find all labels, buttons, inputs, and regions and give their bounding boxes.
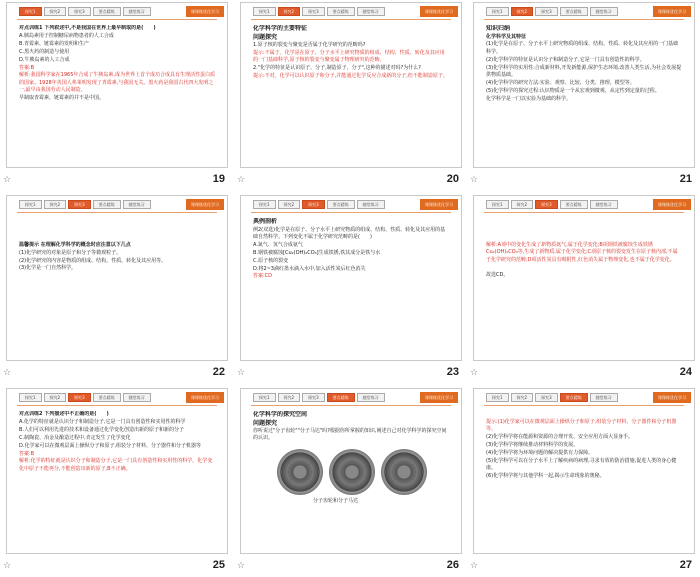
slide-canvas (6, 2, 228, 168)
slide-text-line: (4)化学科学将为环境问题的解决提供有力保障。 (486, 450, 594, 457)
slide-tab: 要点精练 (560, 7, 588, 16)
transition-icon[interactable]: ☆ (3, 175, 12, 185)
slide-thumbnail[interactable] (467, 193, 700, 385)
brand-label: 课课练优化学习 (420, 6, 458, 17)
slide-tab: 探究2 (278, 7, 301, 16)
slide-text-line: (4)化学科学的研究方法:实验、观察、比较、分类、推理、模型等。 (486, 79, 635, 86)
transition-icon[interactable]: ☆ (470, 561, 479, 571)
slide-text-line: 故选CD。 (486, 272, 509, 279)
divider (17, 405, 217, 406)
slide-text-line (486, 264, 682, 271)
gear-icon (381, 449, 427, 495)
slide-number: 21 (679, 173, 692, 185)
slide-tab: 探究1 (19, 393, 42, 402)
slide-tab: 探究3 (535, 7, 558, 16)
brand-label: 课课练优化学习 (186, 392, 224, 403)
slide-tab: 探究3 (535, 200, 558, 209)
slide-tab: 要点精练 (93, 7, 121, 16)
gear-image (277, 449, 449, 495)
slide-tab: 随堂练习 (123, 393, 151, 402)
divider (17, 19, 217, 20)
slide-tab: 要点精练 (560, 393, 588, 402)
slide-text-line: 对点训练2 下列描述中不正确的是( ) (19, 411, 109, 417)
slide-footer (467, 170, 700, 190)
slide-tab-bar (19, 200, 151, 210)
transition-icon[interactable]: ☆ (3, 368, 12, 378)
slide-text-line: 对点训练1 下列叙述中,不是我国在世界上最早制取的是( ) (19, 25, 156, 31)
slide-text-line: (2)化学科学的特征是认识分子和制造分子,它是一门具有创造性的科学。 (486, 56, 645, 63)
slide-tab-bar (253, 200, 385, 210)
slide-tab: 随堂练习 (357, 393, 385, 402)
slide-footer (234, 363, 467, 383)
slide-text-line: 你听说过"分子齿轮""分子马达"吗?根据你所掌握的知识,阐述自己对化学科学的探究空间的认识。 (253, 428, 447, 442)
brand-label: 课课练优化学习 (653, 392, 691, 403)
slide-text-line: 温馨提示 在理解化学科学的概念时应注意以下几点 (19, 241, 131, 248)
slide-canvas (240, 2, 462, 168)
brand-label: 课课练优化学习 (653, 6, 691, 17)
slide-text-line (19, 226, 215, 233)
slide-heading: 化学科学的主要特征 (253, 25, 308, 32)
slide-text-line: A.化学的特征就是认识分子和制造分子,它是一门具有创造性和实用性的科学 (19, 418, 186, 425)
slide-text-line: 化学科学是一门以实验为基础的科学。 (486, 95, 572, 102)
slide-thumbnail[interactable] (467, 0, 700, 192)
slide-thumbnail[interactable] (0, 386, 233, 577)
slide-tab: 探究1 (486, 393, 509, 402)
slide-number: 23 (446, 366, 459, 378)
slide-text-line (19, 234, 215, 241)
slide-tab-bar (486, 393, 618, 403)
slide-tab: 随堂练习 (357, 7, 385, 16)
slide-tab: 随堂练习 (123, 7, 151, 16)
slide-heading: 问题探究 (253, 33, 278, 41)
slide-tab: 探究1 (486, 200, 509, 209)
slide-tab: 探究3 (68, 393, 91, 402)
transition-icon[interactable]: ☆ (3, 561, 12, 571)
slide-text-line: (2)化学科学将在能源和资源的合理开发、安全应用方面大显身手。 (486, 434, 634, 441)
slide-tab: 探究3 (68, 200, 91, 209)
slide-canvas (240, 388, 462, 554)
slide-number: 20 (446, 173, 459, 185)
slide-tab: 随堂练习 (123, 200, 151, 209)
slide-tab: 探究1 (19, 200, 42, 209)
slide-content (19, 25, 215, 161)
slide-tab: 探究3 (302, 7, 325, 16)
divider (251, 212, 451, 213)
slide-content (253, 25, 449, 161)
slide-content (19, 411, 215, 547)
slide-footer (467, 363, 700, 383)
slide-content (486, 411, 682, 547)
slide-text-line: 解析:化学的特征就是认识分子和制造分子,它是一门具有创造性和实用性的科学。化学变化中原子不能再分,不能创造出新的原子,B不正确。 (19, 458, 213, 472)
divider (17, 212, 217, 213)
slide-thumbnail[interactable] (234, 193, 467, 385)
divider (251, 19, 451, 20)
slide-text-line: 答案:B (19, 450, 35, 457)
slide-heading: 问题探究 (253, 419, 278, 427)
slide-number: 27 (679, 559, 692, 571)
slide-text-line: 解析:我国科学家在1965年合成了牛胰岛素,成为世界上首个成功合成具有生理活性蛋白质的国家。1928年英国人弗莱明发现了青霉素,与我国无关。黑火药是我国古代四大发明之一,最早由我国劳动人民制造。 (19, 72, 215, 94)
slide-tab: 探究3 (302, 200, 325, 209)
slide-number: 19 (212, 173, 225, 185)
brand-label: 课课练优化学习 (653, 199, 691, 210)
slide-text-line (486, 218, 682, 225)
slide-tab: 探究2 (511, 7, 534, 16)
slide-tab: 探究2 (511, 200, 534, 209)
slide-tab: 探究1 (253, 7, 276, 16)
slide-text-line: C.制陶瓷、冶金及酿造过程中,肯定发生了化学变化 (19, 434, 131, 441)
slide-tab: 探究2 (278, 393, 301, 402)
slide-footer (234, 556, 467, 576)
slide-text-line: B.青霉素、链霉素的发明和生产 (19, 40, 90, 47)
slide-text-line: C.黑火药的制造与使用 (19, 48, 70, 55)
slide-tab: 探究2 (278, 200, 301, 209)
slide-text-line: 例2(双选)化学是在原子、分子水平上研究物质的组成、结构、性质、转化及其应用的基础自然科学。下列变化不属于化学研究范畴的是( ) (253, 226, 446, 240)
slide-footer (467, 556, 700, 576)
slide-text-line: D.牛胰岛素的人工合成 (19, 56, 70, 63)
slide-text-line (486, 226, 682, 233)
slide-tab: 随堂练习 (357, 200, 385, 209)
transition-icon[interactable]: ☆ (237, 175, 246, 185)
slide-tab-bar (253, 7, 385, 17)
slide-text-line: 提示:(1)化学家可以在微观层面上操纵分子和原子,组装分子材料、分子器件和分子机器等。 (486, 418, 677, 433)
slide-content (486, 25, 682, 161)
slide-text-line: (5)化学科学可以在分子水平上了解疾病的病理,寻求有效的防治措施,促进人类的身心健康。 (486, 457, 677, 472)
slide-text-line: (5)化学科学的探究过程:认识物质是一个从宏观到微观、从定性到定量的过程。 (486, 87, 660, 94)
slide-text-line: A.氮气、氢气合成氨气 (253, 241, 303, 248)
slide-footer (0, 363, 233, 383)
brand-label: 课课练优化学习 (186, 6, 224, 17)
slide-thumbnail[interactable] (0, 0, 233, 192)
slide-tab: 探究3 (302, 393, 325, 402)
slide-tab: 探究3 (535, 393, 558, 402)
divider (484, 212, 684, 213)
slide-text-line: D.将2~3滴红墨水滴入水中,加入活性炭后红色消失 (253, 265, 366, 272)
slide-tab: 探究2 (44, 7, 67, 16)
slide-text-line: (3)化学科学的实用性:合成新材料,开发新能源,保护生态环境,改善人类生活,为社会发展提供物质基础。 (486, 64, 682, 79)
brand-label: 课课练优化学习 (420, 392, 458, 403)
slide-tab: 探究1 (253, 200, 276, 209)
slide-thumbnail[interactable] (467, 386, 700, 577)
slide-canvas (240, 195, 462, 361)
slide-text-line: 早制取青霉素、链霉素的并不是中国。 (19, 95, 105, 102)
slide-text-line: 提示:不对。化学可以认识原子和分子,并能通过化学反应合成新的分子,但不能制造原子。 (253, 73, 448, 80)
slide-tab: 要点精练 (560, 200, 588, 209)
slide-number: 25 (212, 559, 225, 571)
slide-text-line: 提示:不属于。化学是在原子、分子水平上研究物质的组成、结构、性质、转化及其应用的一门基础科学,原子核的裂变与聚变属于物理研究的范畴。 (253, 49, 445, 64)
divider (484, 405, 684, 406)
slide-tab-bar (486, 7, 618, 17)
slide-tab: 要点精练 (327, 7, 355, 16)
slide-tab: 探究3 (68, 7, 91, 16)
slide-canvas (473, 195, 695, 361)
slide-text-line: D.化学家可以在微观层面上操纵分子和原子,组装分子材料、分子器件和分子机器等 (19, 442, 202, 449)
slide-heading: 化学科学的探究空间 (253, 411, 308, 418)
slide-tab-bar (253, 393, 385, 403)
slide-tab: 随堂练习 (590, 200, 618, 209)
slide-tab: 随堂练习 (590, 7, 618, 16)
slide-canvas (473, 388, 695, 554)
gear-icon (277, 449, 323, 495)
slide-thumbnail[interactable] (0, 193, 233, 385)
slide-text-line: 答案:CD (253, 273, 273, 280)
brand-label: 课课练优化学习 (420, 199, 458, 210)
slide-text-line: 1.原子核的裂变与聚变是否属于化学研究的范畴吗? (253, 42, 366, 48)
slide-tab: 探究2 (511, 393, 534, 402)
slide-text-line: (3)化学是一门自然科学。 (19, 265, 77, 272)
slide-number: 24 (679, 366, 692, 378)
slide-thumbnail[interactable] (234, 386, 467, 577)
divider (484, 19, 684, 20)
transition-icon[interactable]: ☆ (237, 368, 246, 378)
image-caption: 分子齿轮和分子马达 (313, 497, 359, 504)
slide-text-line (486, 234, 682, 241)
slide-number: 22 (212, 366, 225, 378)
slide-tab: 探究2 (44, 200, 67, 209)
slide-text-line: 解析:A项中的变化生成了新物质氨气,属于化学变化;B项钢铁被腐蚀生成铁锈Cu₂(OH)₂CO₃等,生成了新物质,属于化学变化;C项原子核的裂变发生在原子核内部,不属于化学研究的范畴;D项活性炭具有吸附性,红色消失属于物理变化,也不属于化学变化。 (486, 241, 678, 263)
transition-icon[interactable]: ☆ (237, 561, 246, 571)
slide-tab: 探究1 (19, 7, 42, 16)
slide-text-line: (6)化学科学将与其他学科一起,揭示生命现象的奥秘。 (486, 473, 605, 480)
slide-tab: 要点精练 (327, 393, 355, 402)
slide-heading: 知识归纳 (486, 25, 511, 32)
brand-label: 课课练优化学习 (186, 199, 224, 210)
slide-text-line: 答案:B (19, 64, 35, 71)
slide-canvas (6, 388, 228, 554)
transition-icon[interactable]: ☆ (470, 368, 479, 378)
slide-tab: 要点精练 (93, 200, 121, 209)
slide-tab-bar (19, 7, 151, 17)
slide-tab: 探究1 (253, 393, 276, 402)
slide-tab-bar (19, 393, 151, 403)
slide-text-line: (1)化学研究的对象是原子和分子等微观粒子。 (19, 249, 122, 256)
slide-content (486, 218, 682, 354)
slide-number: 26 (446, 559, 459, 571)
slide-text-line: (1)化学是在原子、分子水平上研究物质的组成、结构、性质、转化及其应用的一门基础科学。 (486, 41, 679, 55)
divider (251, 405, 451, 406)
slide-content (253, 218, 449, 354)
slide-text-line: (2)化学研究的内容是物质的组成、结构、性质、转化及其应用等。 (19, 257, 167, 264)
slide-heading: 典例剖析 (253, 218, 278, 225)
slide-canvas (473, 2, 695, 168)
slide-tab: 探究2 (44, 393, 67, 402)
slide-canvas (6, 195, 228, 361)
slide-text-line: A.胰岛素用于控制糖尿病物患者的人工合成 (19, 32, 114, 39)
slide-tab-bar (486, 200, 618, 210)
slide-tab: 探究1 (486, 7, 509, 16)
slide-text-line: (3)化学科学将继续推动材料科学的发展。 (486, 442, 579, 449)
gear-icon (329, 449, 375, 495)
transition-icon[interactable]: ☆ (470, 175, 479, 185)
slide-text-line (486, 411, 682, 418)
slide-tab: 要点精练 (327, 200, 355, 209)
slide-text-line (19, 218, 215, 225)
slide-footer (0, 170, 233, 190)
slide-content (253, 411, 449, 547)
slide-content (19, 218, 215, 354)
slide-tab: 随堂练习 (590, 393, 618, 402)
slide-text-line: B.钢铁被腐蚀[Cu₂(OH)₂CO₃]生成铁锈,铁其成分是铁与水 (253, 249, 381, 256)
slide-text-line: B.人们可以利用先进的技术和设备通过化学变化创造出新的原子和新的分子 (19, 426, 185, 433)
slide-footer (0, 556, 233, 576)
slide-text-line: 化学科学及其特征 (486, 33, 527, 40)
slide-footer (234, 170, 467, 190)
slide-text-line: 2."化学的特征是认识原子、分子,制造原子、分子",这种的描述对吗?为什么? (253, 65, 421, 72)
slide-thumbnail[interactable] (234, 0, 467, 192)
slide-text-line: C.原子核的裂变 (253, 257, 289, 264)
slide-tab: 要点精练 (93, 393, 121, 402)
